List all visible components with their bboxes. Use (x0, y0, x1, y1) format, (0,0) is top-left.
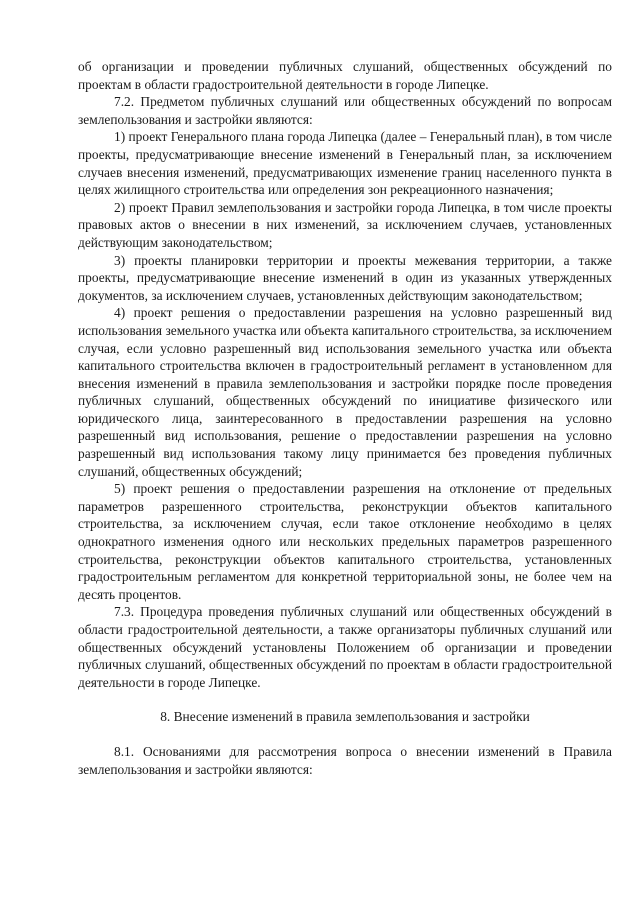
paragraph-8-1: 8.1. Основаниями для рассмотрения вопроса о внесении изменений в Правила землепользования и застройки являются: (78, 743, 612, 777)
list-item-3: 3) проекты планировки территории и проекты межевания территории, а также проекты, предусматривающие внесение изменений в один из указанных утвержденных документов, за исключением случаев, установленных действующим законодательством; (78, 252, 612, 303)
paragraph-continuation: об организации и проведении публичных слушаний, общественных обсуждений по проектам в области градостроительной деятельности в городе Липецке. (78, 59, 612, 92)
document-page (78, 58, 612, 778)
paragraph-7-3: 7.3. Процедура проведения публичных слушаний или общественных обсуждений в области градостроительной деятельности, а также организаторы публичных слушаний или общественных обсуждений установлены Положением об организации и проведении публичных слушаний, общественных обсуждений по проектам в области градостроительной деятельности в городе Липецке. (78, 604, 612, 690)
list-item-2: 2) проект Правил землепользования и застройки города Липецка, в том числе проекты правовых актов о внесении в них изменений, за исключением случаев, установленных действующим законодательством; (78, 199, 612, 250)
list-item-4: 4) проект решения о предоставлении разрешения на условно разрешенный вид использования земельного участка или объекта капитального строительства, за исключением случая, если условно разрешенный вид использования земельного участка или объекта капитального строительства включен в градостроительный регламент в установленном для внесения изменений в правила землепользования и застройки порядке после проведения публичных слушаний, общественных обсуждений по инициативе физического или юридического лица, заинтересованного в предоставлении разрешения на условно разрешенный вид использования, решение о предоставлении разрешения на условно разрешенный вид использования такому лицу принимается без проведения публичных слушаний, общественных обсуждений; (78, 305, 612, 479)
section-heading: 8. Внесение изменений в правила землепользования и застройки (160, 709, 530, 725)
paragraph-7-2: 7.2. Предметом публичных слушаний или общественных обсуждений по вопросам землепользования и застройки являются: (78, 94, 612, 127)
list-item-1: 1) проект Генерального плана города Липецка (далее – Генеральный план), в том числе проекты, предусматривающие внесение изменений в Генеральный план, за исключением случаев внесения изменений, предусматривающих изменение границ населенного пункта в целях жилищного строительства или определения зон рекреационного назначения; (78, 129, 612, 198)
list-item-5: 5) проект решения о предоставлении разрешения на отклонение от предельных параметров разрешенного строительства, реконструкции объектов капитального строительства, за исключением случая, если такое отклонение необходимо в целях однократного изменения одного или нескольких предельных параметров разрешенного строительства, реконструкции объектов капитального строительства, установленных градостроительным регламентом для конкретной территориальной зоны, не более чем на десять процентов. (78, 481, 612, 602)
